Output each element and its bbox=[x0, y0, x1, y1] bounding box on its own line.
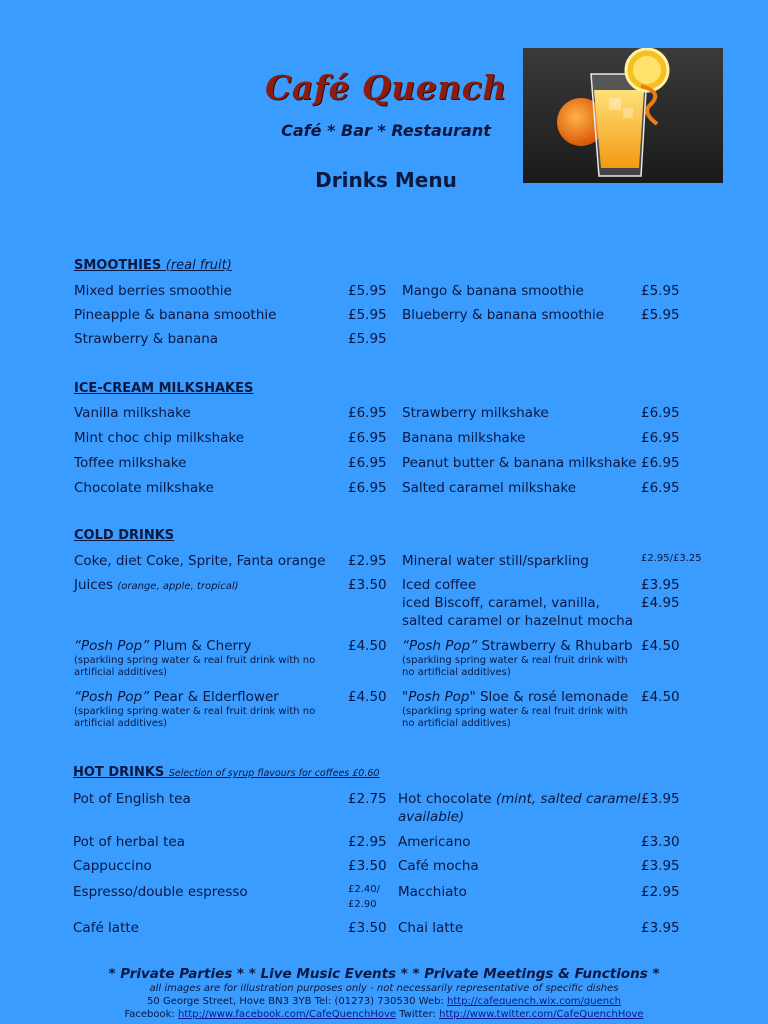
item-price: £2.40/ bbox=[348, 884, 380, 895]
item-name: Pot of herbal tea bbox=[73, 834, 185, 850]
website-link[interactable]: http://cafequench.wix.com/quench bbox=[447, 996, 621, 1007]
item-name bbox=[74, 689, 279, 706]
item-price: £6.95 bbox=[348, 430, 387, 446]
item-name: Strawberry & banana bbox=[74, 331, 219, 347]
item-price: £4.50 bbox=[641, 689, 680, 705]
twitter-link[interactable]: http://www.twitter.com/CafeQuenchHove bbox=[439, 1009, 644, 1020]
facebook-link[interactable]: http://www.facebook.com/CafeQuenchHove bbox=[177, 1009, 397, 1020]
item-price: £6.95 bbox=[641, 480, 680, 496]
menu-title: Drinks Menu bbox=[315, 168, 457, 192]
item-price: £4.50 bbox=[348, 638, 387, 654]
posh-pop-label: “Posh Pop” bbox=[402, 638, 478, 654]
twitter-label: Twitter: bbox=[399, 1009, 436, 1020]
item-name: Mango & banana smoothie bbox=[402, 283, 584, 299]
address-line bbox=[0, 996, 768, 1007]
hot-choc-note-cont: available) bbox=[398, 809, 465, 825]
item-price: £3.50 bbox=[348, 858, 387, 874]
tagline: Café * Bar * Restaurant bbox=[281, 121, 491, 140]
item-name: Pineapple & banana smoothie bbox=[74, 307, 277, 323]
item-name: Mint choc chip milkshake bbox=[74, 430, 245, 446]
item-name: Peanut butter & banana milkshake bbox=[402, 455, 637, 471]
item-price: £2.95 bbox=[348, 834, 387, 850]
item-name: Pot of English tea bbox=[73, 791, 191, 807]
item-name: Coke, diet Coke, Sprite, Fanta orange bbox=[74, 553, 326, 569]
posh-pop-description: (sparkling spring water & real fruit drink with no artificial additives) bbox=[74, 706, 316, 729]
item-name: Salted caramel milkshake bbox=[402, 480, 577, 496]
item-price: £6.95 bbox=[348, 480, 387, 496]
posh-pop-description: (sparkling spring water & real fruit drink with no artificial additives) bbox=[402, 655, 628, 678]
item-name: Café latte bbox=[73, 920, 139, 936]
item-price: £5.95 bbox=[348, 331, 387, 347]
item-name: Blueberry & banana smoothie bbox=[402, 307, 605, 323]
juices-label: Juices bbox=[74, 577, 114, 593]
hot-choc-note: (mint, salted caramel bbox=[495, 791, 641, 807]
item-name: Toffee milkshake bbox=[74, 455, 187, 471]
item-name: Strawberry milkshake bbox=[402, 405, 549, 421]
item-name: Iced coffee bbox=[402, 577, 477, 593]
item-name: iced Biscoff, caramel, vanilla, bbox=[402, 595, 600, 611]
item-price: £4.50 bbox=[348, 689, 387, 705]
facebook-label: Facebook: bbox=[124, 1009, 175, 1020]
item-price: £4.50 bbox=[641, 638, 680, 654]
item-price: £6.95 bbox=[641, 430, 680, 446]
item-price: £3.50 bbox=[348, 577, 387, 593]
item-price: £3.95 bbox=[641, 791, 680, 807]
posh-pop-label: “Posh Pop” bbox=[74, 689, 150, 705]
milkshakes-heading: ICE-CREAM MILKSHAKES bbox=[74, 381, 254, 396]
item-price: £2.90 bbox=[348, 899, 377, 910]
juices-note: (orange, apple, tropical) bbox=[117, 581, 239, 592]
orange-juice-image bbox=[523, 48, 723, 183]
item-flavour: Plum & Cherry bbox=[153, 638, 252, 654]
item-price: £3.95 bbox=[641, 858, 680, 874]
item-price: £3.95 bbox=[641, 577, 680, 593]
posh-pop-description: (sparkling spring water & real fruit drink with no artificial additives) bbox=[74, 655, 316, 678]
item-flavour: Sloe & rosé lemonade bbox=[479, 689, 629, 705]
posh-pop-label: "Posh Pop" bbox=[402, 689, 476, 705]
item-price: £3.95 bbox=[641, 920, 680, 936]
item-name bbox=[402, 638, 633, 655]
item-name bbox=[74, 577, 239, 595]
item-flavour: Pear & Elderflower bbox=[153, 689, 279, 705]
item-name: Espresso/double espresso bbox=[73, 884, 248, 900]
item-name bbox=[74, 638, 251, 655]
item-price: £3.50 bbox=[348, 920, 387, 936]
item-price: £2.95/£3.25 bbox=[641, 553, 702, 564]
item-name: Cappuccino bbox=[73, 858, 152, 874]
item-price: £2.95 bbox=[348, 553, 387, 569]
item-price: £2.95 bbox=[641, 884, 680, 900]
syrup-note: Selection of syrup flavours for coffees £0.60 bbox=[168, 768, 380, 779]
item-price: £6.95 bbox=[348, 455, 387, 471]
item-name: Americano bbox=[398, 834, 471, 850]
smoothies-heading: SMOOTHIES (real fruit) bbox=[74, 258, 232, 273]
hot-drinks-heading: HOT DRINKS Selection of syrup flavours for coffees £0.60 bbox=[73, 765, 380, 780]
item-price: £5.95 bbox=[641, 283, 680, 299]
item-name: Café mocha bbox=[398, 858, 479, 874]
item-flavour: Strawberry & Rhubarb bbox=[481, 638, 633, 654]
item-price: £6.95 bbox=[641, 455, 680, 471]
item-name: Hot chocolate (mint, salted caramel bbox=[398, 791, 641, 807]
social-line bbox=[0, 1009, 768, 1020]
item-price: £3.30 bbox=[641, 834, 680, 850]
drink-photo bbox=[523, 48, 723, 183]
item-name: Mineral water still/sparkling bbox=[402, 553, 589, 569]
item-name: salted caramel or hazelnut mocha bbox=[402, 613, 633, 629]
item-price: £2.75 bbox=[348, 791, 387, 807]
item-name: Banana milkshake bbox=[402, 430, 526, 446]
cold-drinks-heading: COLD DRINKS bbox=[74, 528, 175, 543]
item-name: Chai latte bbox=[398, 920, 464, 936]
disclaimer: all images are for illustration purposes only - not necessarily representative of specific dishes bbox=[149, 983, 619, 994]
item-name: Chocolate milkshake bbox=[74, 480, 214, 496]
smoothies-note: (real fruit) bbox=[165, 258, 232, 273]
item-name: Vanilla milkshake bbox=[74, 405, 191, 421]
item-name: Macchiato bbox=[398, 884, 467, 900]
address: 50 George Street, Hove BN3 3YB Tel: (01273) 730530 Web: bbox=[147, 996, 444, 1007]
item-name: Mixed berries smoothie bbox=[74, 283, 232, 299]
posh-pop-label: “Posh Pop” bbox=[74, 638, 150, 654]
posh-pop-description: (sparkling spring water & real fruit drink with no artificial additives) bbox=[402, 706, 628, 729]
item-price: £4.95 bbox=[641, 595, 680, 611]
item-name bbox=[402, 689, 628, 706]
item-price: £5.95 bbox=[348, 283, 387, 299]
item-price: £5.95 bbox=[641, 307, 680, 323]
item-price: £6.95 bbox=[348, 405, 387, 421]
events-line: * Private Parties * * Live Music Events * * Private Meetings & Functions * bbox=[108, 966, 660, 982]
item-price: £6.95 bbox=[641, 405, 680, 421]
brand-title: Café Quench bbox=[265, 68, 507, 107]
item-price: £5.95 bbox=[348, 307, 387, 323]
